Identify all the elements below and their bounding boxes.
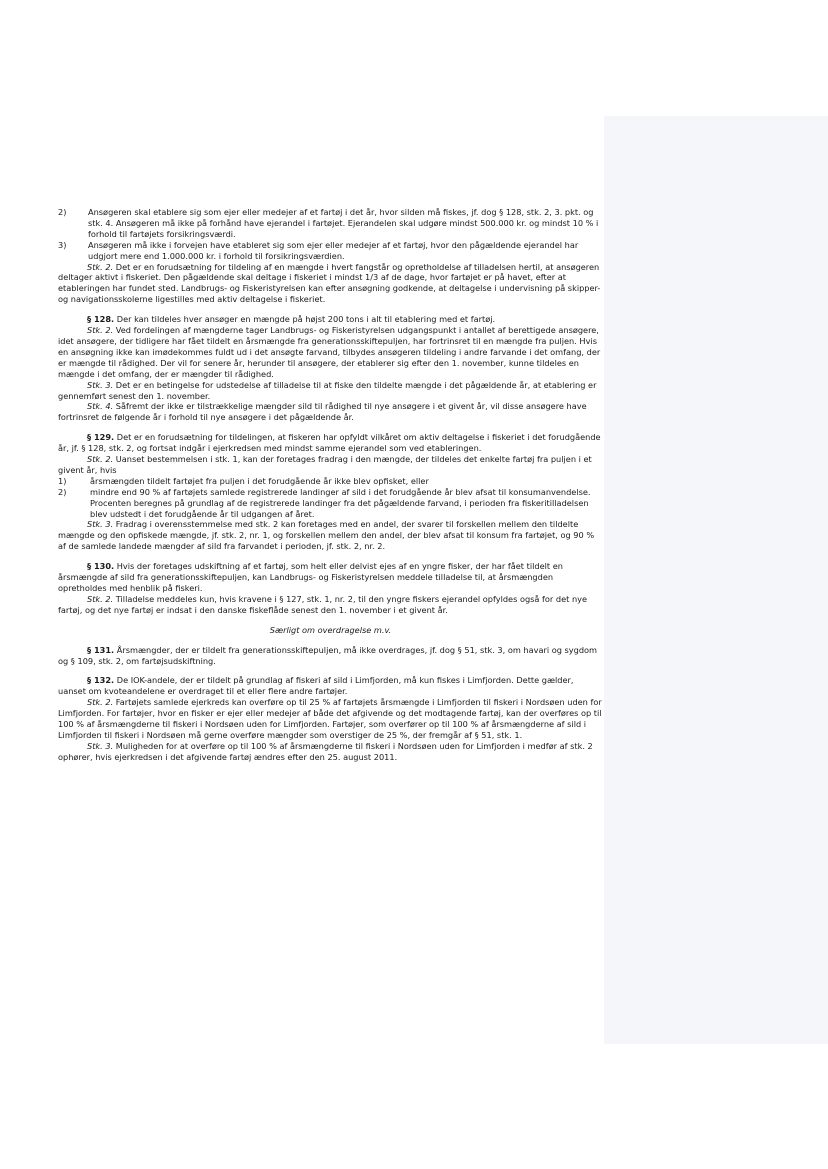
stk-text: Det er en forudsætning for tildeling af en mængde i hvert fangstår og opretholdelse af tilladelsen hertil, at ansøgeren deltager aktivt i fiskeriet. Den pågældende skal deltage i fiskeriet i mindst 1/3 af de dage, hvor fartøjet er på havet, efter at etableringen har fundet sted. Landbrugs- og Fiskeristyrelsen kan efter ansøgning godkende, at deltagelse i undervisning på skipper- og navigationsskolerne ligestilles med aktiv deltagelse i fiskeriet. bbox=[58, 261, 601, 305]
section-130 bbox=[58, 561, 603, 594]
paragraph-stk bbox=[58, 262, 603, 306]
document-page bbox=[58, 207, 603, 763]
paragraph-stk bbox=[58, 401, 603, 423]
section-label: § 130. bbox=[87, 561, 115, 572]
paragraph-stk bbox=[58, 325, 603, 380]
section-128 bbox=[58, 314, 603, 325]
stk-label: Stk. 2. bbox=[87, 593, 114, 604]
paragraph-stk bbox=[58, 454, 603, 476]
section-text: Der kan tildeles hver ansøger en mængde på højst 200 tons i alt til etablering med et fartøj. bbox=[114, 314, 496, 325]
paragraph-stk bbox=[58, 594, 603, 616]
paragraph-stk bbox=[58, 380, 603, 402]
section-text: Det er en forudsætning for tildelingen, at fiskeren har opfyldt vilkåret om aktiv deltagelse i fiskeriet i det forudgående år, jf. § 128, stk. 2, og fortsat indgår i ejerkredsen med mindst samme ejerandel som ved etableringen. bbox=[58, 432, 601, 454]
section-label: § 129. bbox=[87, 432, 115, 443]
stk-text: Fartøjets samlede ejerkreds kan overføre op til 25 % af fartøjets årsmængde i Limfjorden til fiskeri i Nordsøen uden for Limfjorden. For fartøjer, hvor en fisker er ejer eller medejer af både det afgivende og det modtagende fartøj, kan der overføres op til 100 % af årsmængderne til fiskeri i Nordsøen uden for Limfjorden. Fartøjer, som overfører op til 100 % af årsmængderne af sild i Limfjorden til fiskeri i Nordsøen må gerne overføre mængder som overstiger de 25 %, der fremgår af § 51, stk. 1. bbox=[58, 697, 602, 740]
stk-text: Det er en betingelse for udstedelse af tilladelse til at fiske den tildelte mængde i det pågældende år, at etablering er gennemført senest den 1. november. bbox=[58, 379, 597, 401]
section-132 bbox=[58, 675, 603, 697]
section-text: Årsmængder, der er tildelt fra generationsskiftepuljen, må ikke overdrages, jf. dog § 51, stk. 3, om havari og sygdom og § 109, stk. 2, om fartøjsudskiftning. bbox=[58, 644, 598, 666]
stk-label: Stk. 2. bbox=[87, 454, 114, 465]
list-text: Ansøgeren må ikke i forvejen have etableret sig som ejer eller medejer af et fartøj, hvor den pågældende ejerandel har udgjort mere end 1.000.000 kr. i forhold til forsikringsværdien. bbox=[88, 239, 579, 261]
section-text: Hvis der foretages udskiftning af et fartøj, som helt eller delvist ejes af en yngre fisker, der har fået tildelt en årsmængde af sild fra generationsskiftepuljen, kan Landbrugs- og Fiskeristyrelsen meddele tilladelse til, at årsmængden opretholdes med henblik på fiskeri. bbox=[58, 561, 563, 593]
list-number: 1) bbox=[58, 475, 67, 486]
stk-label: Stk. 3. bbox=[87, 519, 114, 530]
paragraph-stk bbox=[58, 741, 603, 763]
section-129 bbox=[58, 432, 603, 454]
list-item bbox=[58, 207, 603, 240]
paragraph-stk bbox=[58, 519, 603, 552]
stk-label: Stk. 3. bbox=[87, 379, 114, 390]
stk-text: Uanset bestemmelsen i stk. 1, kan der foretages fradrag i den mængde, der tildeles det enkelte fartøj fra puljen i et givent år, hvis bbox=[58, 454, 592, 475]
list-text: Ansøgeren skal etablere sig som ejer eller medejer af et fartøj i det år, hvor silden må fiskes, jf. dog § 128, stk. 2, 3. pkt. og stk. 4. Ansøgeren må ikke på forhånd have ejerandel i fartøjet. Ejerandelen skal udgøre mindst 500.000 kr. og mindst 10 % i forhold til fartøjets forsikringsværdi. bbox=[88, 207, 599, 239]
section-heading: Særligt om overdragelse m.v. bbox=[269, 624, 392, 635]
paragraph-stk bbox=[58, 697, 603, 741]
stk-text: Ved fordelingen af mængderne tager Landbrugs- og Fiskeristyrelsen udgangspunkt i antallet af berettigede ansøgere, idet ansøgere, der tidligere har fået tildelt en årsmængde fra generationsskiftepuljen, har fortrinsret til en mængde fra puljen. Hvis en ansøgning ikke kan imødekommes fuldt ud i det ansøgte farvand, tilbydes ansøgeren tildeling i andre farvande i det omfang, der er mængde til rådighed. Der vil for senere år, herunder til ansøgere, der etablerer sig efter den 1. november, kunne tildeles en mængde i det omfang, der er mængder til rådighed. bbox=[58, 325, 601, 379]
list-number: 2) bbox=[58, 486, 67, 497]
stk-label: Stk. 2. bbox=[87, 697, 114, 708]
list-number: 3) bbox=[58, 239, 67, 250]
section-131 bbox=[58, 645, 603, 667]
stk-label: Stk. 4. bbox=[87, 401, 114, 412]
stk-label: Stk. 2. bbox=[87, 325, 114, 336]
section-label: § 132. bbox=[87, 675, 115, 686]
stk-text: Såfremt der ikke er tilstrækkelige mængder sild til rådighed til nye ansøgere i et givent år, vil disse ansøgere have fortrinsret de følgende år i forhold til nye ansøgere i det pågældende år. bbox=[58, 401, 587, 423]
section-text: De IOK-andele, der er tildelt på grundlag af fiskeri af sild i Limfjorden, må kun fiskes i Limfjorden. Dette gælder, uanset om kvoteandelene er overdraget til et eller flere andre fartøjer. bbox=[58, 675, 574, 697]
stk-label: Stk. 3. bbox=[87, 740, 114, 751]
stk-text: Muligheden for at overføre op til 100 % af årsmængderne til fiskeri i Nordsøen uden for Limfjorden i medfør af stk. 2 ophører, hvis ejerkredsen i det afgivende fartøj ændres efter den 25. august 2011. bbox=[58, 740, 593, 762]
stk-label: Stk. 2. bbox=[87, 261, 114, 272]
list-item bbox=[58, 487, 603, 520]
list-item bbox=[58, 240, 603, 262]
list-number: 2) bbox=[58, 207, 67, 217]
list-item bbox=[58, 476, 603, 487]
stk-text: Fradrag i overensstemmelse med stk. 2 kan foretages med en andel, der svarer til forskellen mellem den tildelte mængde og den opfiskede mængde, jf. stk. 2, nr. 1, og forskellen mellem den andel, der blev afsat til konsum fra fartøjet, og 90 % af de samlede landede mængder af sild fra farvandet i perioden, jf. stk. 2, nr. 2. bbox=[58, 519, 595, 552]
section-label: § 131. bbox=[87, 644, 115, 655]
list-text: mindre end 90 % af fartøjets samlede registrerede landinger af sild i det forudgående år blev afsat til konsumanvendelse. Procenten beregnes på grundlag af de registrerede landinger fra det pågældende farvand, i perioden fra fiskeritilladelsen blev udstedt i det forudgående år til udgangen af året. bbox=[90, 486, 591, 519]
scan-margin-panel bbox=[604, 116, 828, 1044]
list-text: årsmængden tildelt fartøjet fra puljen i det forudgående år ikke blev opfisket, eller bbox=[90, 475, 429, 486]
stk-text: Tilladelse meddeles kun, hvis kravene i § 127, stk. 1, nr. 2, til den yngre fiskers ejerandel opfyldes også for det nye fartøj, og det nye fartøj er indsat i den danske fiskeflåde senest den 1. november i et givent år. bbox=[58, 593, 588, 615]
section-label: § 128. bbox=[87, 314, 115, 325]
